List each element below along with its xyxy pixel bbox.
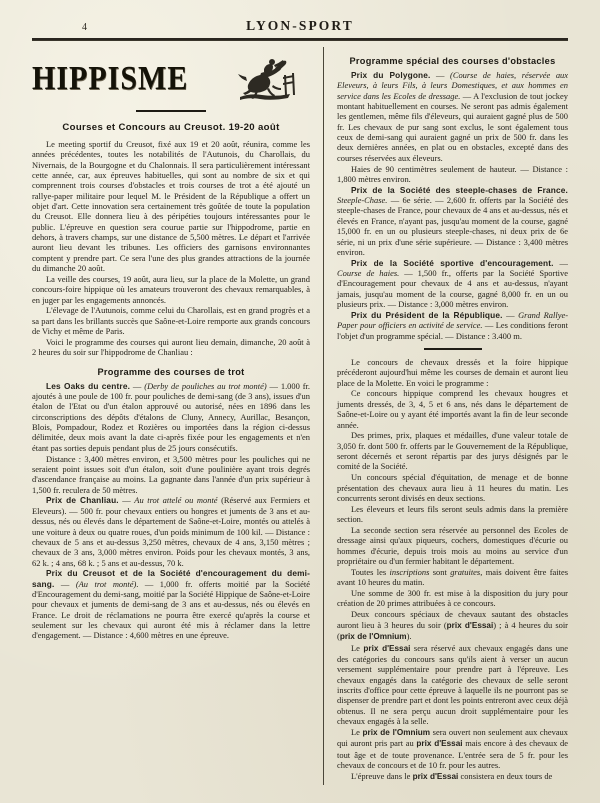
race-dash: —	[130, 380, 145, 391]
race-entry	[337, 310, 568, 341]
paragraph: L'épreuve dans le prix d'Essai consistera en deux tours de	[351, 770, 553, 781]
race-name: Prix de la Société sportive d'encouragement.	[351, 257, 554, 268]
race-name: Les Oaks du centre.	[46, 380, 131, 391]
race-entry-continuation: Haies de 90 centimètres seulement de hauteur. — Distance : 1,800 mètres environ.	[337, 163, 568, 184]
race-name: Prix de Chanliau.	[46, 495, 119, 506]
race-conditions: — 6e série. — 2,600 fr. offerts par la Société des steeple-chases de France, pour chevaux de 4 ans et au-dessus, nés et élevés en France, n'ayant pas, jusqu'au moment de la course, gagné 15,000 fr. en un ou plusieurs steeple-chases, ni deux prix de 6e série, ni un prix d'une série supérieure. — Distance : 3,400 mètres environ.	[337, 195, 568, 257]
race-description: Grand Rallye-Paper pour officiers en activité de service.	[337, 309, 568, 331]
race-dash: —	[430, 70, 451, 80]
left-section-heading: Courses et Concours au Creusot. 19-20 août	[62, 122, 280, 133]
race-conditions: (Réservé aux Fermiers et Eleveurs). — 500 fr. pour chevaux entiers ou hongres et juments de 3 ans et au-dessus, nés ou élevés dans le département de Saône-et-Loire, montés ou attelés à une voiture à deux ou quatre roues, d'un poids minimum de 100 kil. — Distance : chevaux de 5 ans et au-dessus 3,250 mètres, chevaux de 4 ans, 3,150 mètres ; chevaux de 3 ans, 3,000 mètres environ. Poids pour les chevaux montés, 3 ans, 62 k. ; 4 ans, 68 k. ; 5 ans et au-dessus, 70 k.	[32, 495, 310, 568]
race-description: (Au trot monté)	[75, 578, 137, 589]
paragraph: Voici le programme des courses qui auront lieu demain, dimanche, 20 août à 2 heures du soir sur l'hippodrome de Chanliau :	[32, 337, 310, 358]
race-description: (Derby de pouliches au trot monté)	[144, 380, 267, 391]
race-dash: —	[54, 578, 76, 589]
masthead-title: HIPPISME	[32, 59, 189, 97]
race-dash: —	[553, 257, 568, 268]
race-dash: —	[502, 309, 519, 320]
masthead-rule	[136, 110, 206, 112]
paragraph: Un concours spécial d'équitation, de menage et de bonne présentation des chevaux aura lieu à 11 heures du matin. Les concurrents seront divisés en deux sections.	[337, 472, 568, 503]
race-entry	[337, 70, 568, 163]
paragraph: Le prix de l'Omnium sera ouvert non seulement aux chevaux qui auront pris part au prix d'Essai mais encore à des chevaux de tout âge et de toute provenance. L'entrée sera de 5 fr. pour les chevaux de concours et de 10 fr. pour les autres.	[337, 726, 568, 770]
paragraph: Les éleveurs et leurs fils seront seuls admis dans la première section.	[337, 503, 568, 525]
race-conditions: . — 1,000 fr. offerts moitié par la Société d'Encouragement du demi-sang, moitié par la Société Hippique de Saône-et-Loire pour chevaux et juments de demi-sang de 3 ans et au-dessus, nés ou élevés en France. Le droit de réclamations ne pourra être exercé qu'après la course et seulement sur les chevaux qui auront été mis à réclamer dans la lettre d'engagement. — Distance : 4,600 mètres en une épreuve.	[32, 578, 310, 641]
journal-title: LYON-SPORT	[246, 18, 354, 33]
race-entry	[337, 185, 568, 257]
race-conditions: — 1,500 fr., offerts par la Société Sportive d'Encouragement pour chevaux de 4 ans et au-dessus, n'ayant jamais, jusqu'au moment de la course, gagné 8,000 fr. en un ou plusieurs prix. — Distance : 3,000 mètres environ.	[337, 268, 568, 310]
race-conditions: — A l'exclusion de tout jockey montant habituellement en courses. Ne seront pas admis également les gentlemen, même fils d'éleveurs, qui auraient gagné plus de 500 fr. Les chevaux de pur sang sont exclus, le sont également tous ceux de demi-sang qui auraient gagné un prix de 500 fr. dans les deux dernières années, en plat ou en obstacles, excepté dans des courses réservées aux éleveurs.	[337, 90, 568, 163]
paragraph: La veille des courses, 19 août, aura lieu, sur la place de la Molette, un grand concours-foire hippique où les amateurs trouveront des chevaux remarquables, à en juger par les engagements annoncés.	[32, 273, 310, 305]
race-entry	[32, 381, 310, 453]
paragraph: Des primes, prix, plaques et médailles, d'une valeur totale de 3,050 fr. dont 500 fr. offerts par le Gouvernement de la République, seront décernés et seront répartis par des jurys désignés par le comité de la Société.	[337, 430, 568, 472]
right-column	[324, 47, 568, 785]
race-description: (Course de haies, réservée aux Eleveurs, à leurs Fils, à leurs Domestiques, et aux hommes en service dans les Ecoles de dressage.	[337, 70, 569, 101]
race-description: Course de haies.	[337, 268, 400, 279]
paragraph: Toutes les inscriptions sont gratuites, mais doivent être faites avant 10 heures du matin.	[337, 566, 569, 588]
column-divider-rule	[424, 348, 482, 350]
programme-obstacles-heading: Programme spécial des courses d'obstacles	[349, 56, 556, 66]
race-name: Prix du Polygone.	[351, 70, 431, 80]
paragraph: La seconde section sera réservée au personnel des Ecoles de dressage ainsi qu'aux piqueurs, cochers, domestiques d'écurie ou hommes d'écurie, depuis trois mois au moins au service d'un propriétaire ou d'un fermier habitant le département.	[337, 524, 568, 566]
paragraph: Ce concours hippique comprend les chevaux hougres et juments dressés, de 3, 4, 5 et 6 ans, nés dans le département de Saône-et-Loire ou y ayant été importés avant la fin de leur seconde année.	[337, 388, 568, 430]
race-dash: —	[118, 495, 135, 506]
race-name: Prix de la Société des steeple-chases de France.	[351, 184, 568, 195]
paragraph: Le concours de chevaux dressés et la foire hippique précéderont aujourd'hui même les courses de demain et auront lieu place de la Molette. En voici le programme :	[337, 356, 568, 388]
paragraph: Une somme de 300 fr. est mise à la disposition du jury pour création de 20 primes attribuées à ce concours.	[337, 588, 568, 609]
paragraph: Le meeting sportif du Creusot, fixé aux 19 et 20 août, réunira, comme les années précédentes, toutes les notabilités de l'Autunois, du Charollais, du Nivernais, de la Bourgogne et du Chalonnais. Il sera particulièrement intéressant cette année, car, aux épreuves habituelles, qui sont au nombre de six et qui comprennent trois courses d'obstacles et trois courses de trot a été ajouté un rallye-paper militaire pour lequel M. le Président de la République a offert un objet d'art. Cette innovation sera certainement très goûtée de toute la population du Creusot. Elle donnera lieu à des péripéties toujours intéressantes pour le public. L'épreuve en question sera courue partie sur l'hippodrome, partie en dehors, à travers champs, sur une distance de 5,500 mètres. Le départ et l'arrivée auront lieu devant les tribunes. Les officiers des garnisons environnantes comptent y prendre part. Ce sera l'une des plus grandes attractions de la journée du dimanche 20 août.	[32, 138, 310, 274]
page-folio-number: 4	[82, 22, 87, 33]
race-entry-continuation: Distance : 3,400 mètres environ, et 3,500 mètres pour les pouliches qui ne seraient point issues soit d'un étalon, soit d'une poulinière ayant trois degrés d'ascendance française au moins. La gagnante dans l'année d'un prix supérieur à 1,500 fr. reculera de 50 mètres.	[32, 453, 310, 495]
running-head	[32, 0, 568, 36]
horse-jumping-engraving-icon	[234, 55, 306, 103]
race-name: Prix du Président de la République.	[351, 309, 503, 320]
paragraph: Le prix d'Essai sera réservé aux chevaux engagés dans une des catégories du concours sans qu'ils aient à verser un aucun versement supplémentaire pour prendre part à l'épreuve. Les chevaux engagés dans la catégorie des chevaux de selle seront inscrits d'office pour cette épreuve à laquelle ils ne pourront pas se dispenser de prendre part et dont les points entreront avec ceux déjà obtenus. Il ne sera perçu aucun droit supplémentaire pour les chevaux engagés à la selle.	[337, 642, 568, 727]
race-conditions: — Les conditions feront l'objet d'un programme spécial. — Distance : 3.400 m.	[337, 320, 568, 341]
race-description: Steeple-Chase.	[337, 195, 388, 206]
hippisme-masthead	[32, 51, 310, 107]
columns-container	[32, 41, 568, 785]
race-entry	[337, 258, 568, 310]
left-column	[32, 47, 324, 785]
race-entry	[32, 568, 310, 640]
race-name: Prix du Creusot et de la Société d'encouragement du demi-sang.	[32, 568, 310, 589]
race-conditions: — 1.000 fr. ajoutés à une poule de 100 fr. pour pouliches de demi-sang (de 3 ans), issues d'un étalon de l'Etat ou d'un étalon approuvé ou autorisé, nées en 1896 dans les circonscriptions des dépôts d'étalons de Cluny, Annecy, Aurillac, Besançon, Blois, Pompadour, Rodez et Rozières ou importées dans la région ci-dessus délimitée, deux mois avant la date ci-après fixée pour les engagements et n'en étant pas sorties depuis pendant plus de 25 jours consécutifs.	[32, 380, 310, 453]
paragraph: Deux concours spéciaux de chevaux sautant des obstacles auront lieu à 3 heures du soir (prix d'Essai) ; à 4 heures du soir (prix de l'Omnium).	[337, 609, 568, 641]
programme-trot-heading: Programme des courses de trot	[97, 366, 245, 377]
race-entry	[32, 495, 310, 567]
paragraph: L'élevage de l'Autunois, comme celui du Charollais, est en grand progrès et a sa part dans les brillants succès que Saône-et-Loire remporte aux grands concours de Vichy et même de Paris.	[32, 305, 310, 337]
race-description: Au trot attelé ou monté	[134, 495, 218, 506]
